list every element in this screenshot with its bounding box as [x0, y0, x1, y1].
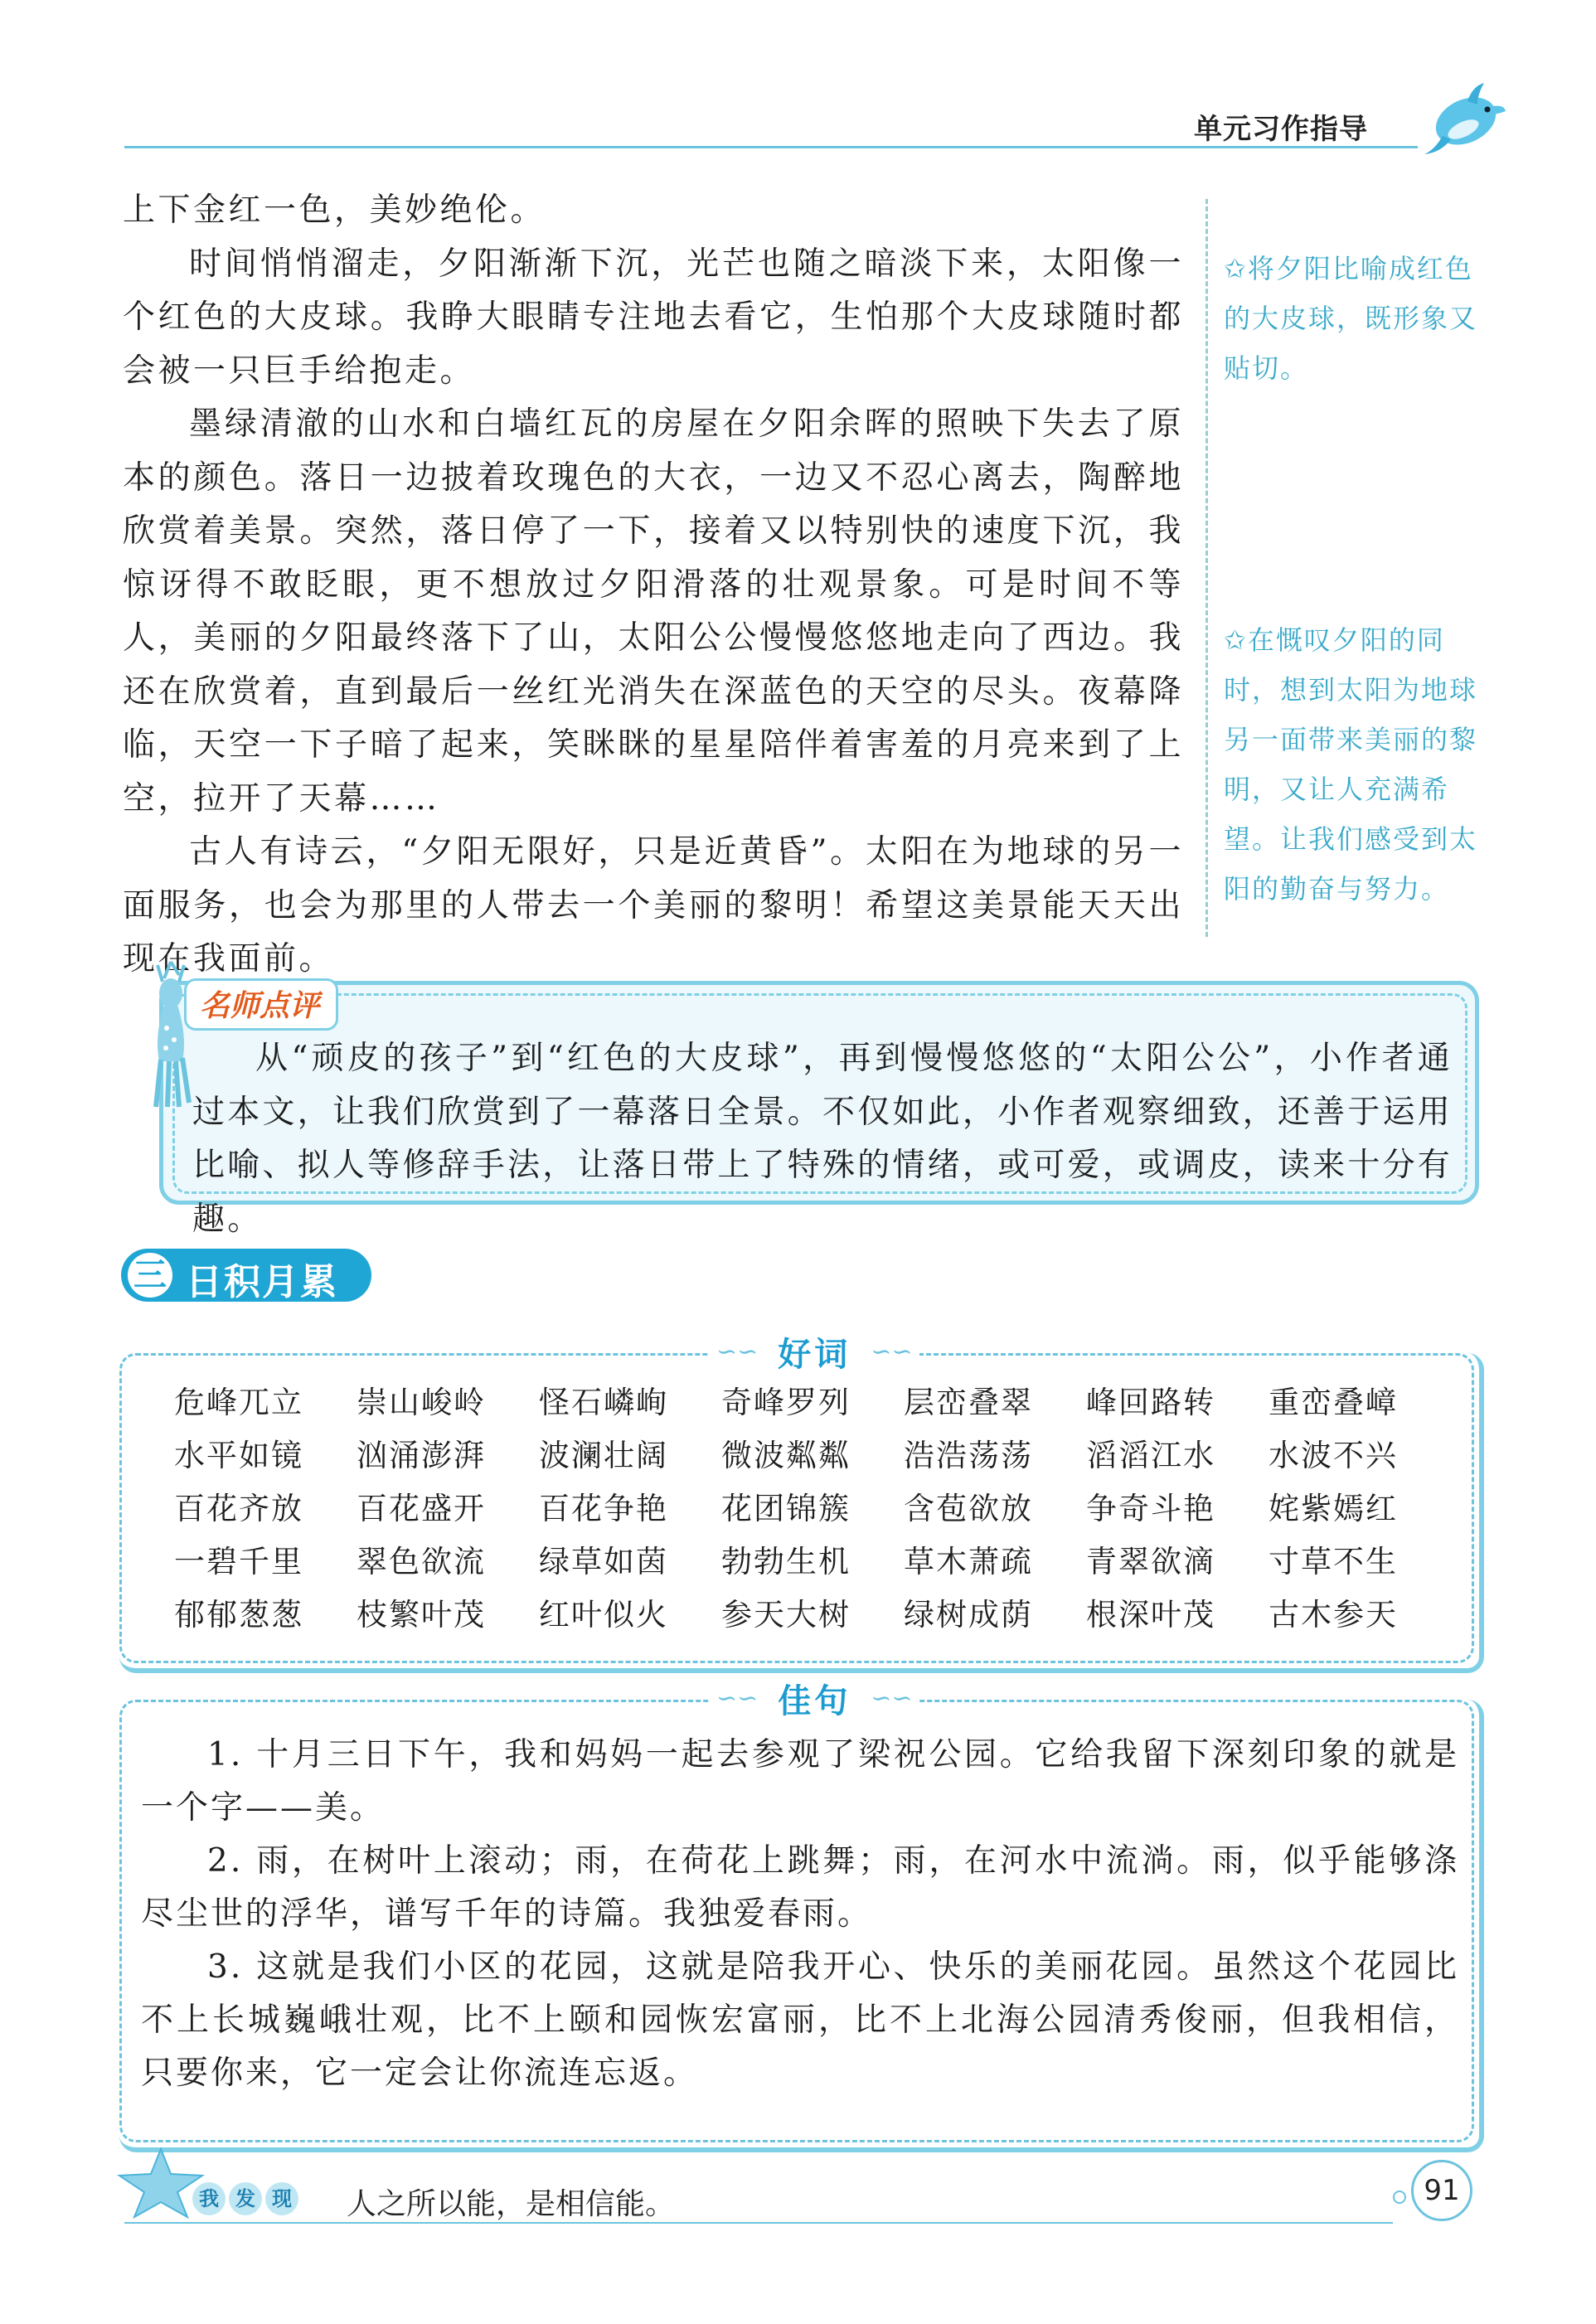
good-words-title-bar [710, 1328, 919, 1375]
word-item: 百花争艳 [539, 1491, 668, 1526]
word-item: 水波不兴 [1269, 1438, 1398, 1473]
word-item: 绿草如茵 [539, 1544, 668, 1579]
section-title: 日积月累 [186, 1261, 338, 1303]
star-icon: ✩ [1224, 253, 1248, 284]
essay-paragraph-4: 古人有诗云，“夕阳无限好，只是近黄昏”。太阳在为地球的另一面服务，也会为那里的人带去一个美丽的黎明！希望这美景能天天出现在我面前。 [123, 833, 1184, 978]
dolphin-icon [1418, 71, 1509, 163]
wave-icon: ∽∽ [716, 1337, 759, 1366]
wave-icon: ∽∽ [871, 1337, 913, 1366]
word-item: 奇峰罗列 [721, 1385, 851, 1420]
section-number: 三 [128, 1253, 172, 1298]
essay-paragraph-1: 上下金红一色，美妙绝伦。 [123, 192, 546, 229]
word-row [174, 1482, 1467, 1536]
essay-paragraph-3: 墨绿清澈的山水和白墙红瓦的房屋在夕阳余晖的照映下失去了原本的颜色。落日一边披着玫瑰色的大衣，一边又不忍心离去，陶醉地欣赏着美景。突然，落日停了一下，接着又以特别快的速度下沉，我惊讶得不敢眨眼，更不想放过夕阳滑落的壮观景象。可是时间不等人，美丽的夕阳最终落下了山，太阳公公慢慢悠悠地走向了西边。我还在欣赏着，直到最后一丝红光消失在深蓝色的天空的尽头。夜幕降临，天空一下子暗了起来，笑眯眯的星星陪伴着害羞的月亮来到了上空，拉开了天幕…… [123, 405, 1184, 818]
footer-motto: 人之所以能，是相信能。 [347, 2187, 676, 2221]
discover-char: 发 [229, 2182, 262, 2215]
word-row [174, 1376, 1467, 1429]
essay-paragraph-2: 时间悄悄溜走，夕阳渐渐下沉，光芒也随之暗淡下来，太阳像一个红色的大皮球。我睁大眼睛专注地去看它，生怕那个大皮球随时都会被一只巨手给抱走。 [123, 245, 1184, 390]
word-item: 红叶似火 [539, 1597, 668, 1633]
word-item: 翠色欲流 [357, 1544, 486, 1579]
discover-badge [192, 2182, 298, 2215]
good-words-grid [174, 1376, 1467, 1642]
word-item: 花团锦簇 [721, 1491, 851, 1526]
word-item: 怪石嶙峋 [539, 1385, 668, 1420]
word-item: 浩浩荡荡 [904, 1438, 1033, 1473]
word-item: 峰回路转 [1086, 1385, 1215, 1420]
word-item: 重峦叠嶂 [1269, 1385, 1398, 1420]
teacher-review-text [192, 1032, 1453, 1246]
header-divider [124, 146, 1418, 148]
essay-body [123, 184, 1184, 987]
word-row [174, 1429, 1467, 1482]
teacher-review-paragraph: 从“顽皮的孩子”到“红色的大皮球”，再到慢慢悠悠的“太阳公公”，小作者通过本文，让我们欣赏到了一幕落日全景。不仅如此，小作者观察细致，还善于运用比喻、拟人等修辞手法，让落日带上了特殊的情绪，或可爱，或调皮，读来十分有趣。 [192, 1040, 1453, 1238]
good-words-title: 好词 [758, 1328, 871, 1375]
good-sentences-title: 佳句 [758, 1675, 871, 1722]
side-note-1 [1224, 244, 1489, 393]
side-note-divider [1205, 199, 1208, 937]
wave-icon: ∽∽ [871, 1684, 913, 1713]
decorative-circle [1393, 2191, 1406, 2204]
word-item: 崇山峻岭 [357, 1385, 486, 1420]
side-note-text: 在慨叹夕阳的同时，想到太阳为地球另一面带来美丽的黎明，又让人充满希望。让我们感受到太阳的勤奋与努力。 [1224, 624, 1478, 905]
word-item: 汹涌澎湃 [357, 1438, 486, 1473]
word-item: 郁郁葱葱 [174, 1597, 303, 1633]
sentence-item: 3. 这就是我们小区的花园，这就是陪我开心、快乐的美丽花园。虽然这个花园比不上长城巍峨壮观，比不上颐和园恢宏富丽，比不上北海公园清秀俊丽，但我相信，只要你来，它一定会让你流连忘返。 [141, 1948, 1459, 2092]
star-icon: ✩ [1224, 624, 1248, 656]
word-item: 勃勃生机 [721, 1544, 851, 1579]
discover-char: 我 [192, 2182, 226, 2215]
side-note-text: 将夕阳比喻成红色的大皮球，既形象又贴切。 [1224, 253, 1478, 384]
word-item: 水平如镜 [174, 1438, 303, 1473]
word-item: 争奇斗艳 [1086, 1491, 1215, 1526]
word-item: 一碧千里 [174, 1544, 303, 1579]
word-item: 寸草不生 [1269, 1544, 1398, 1579]
good-sentences-list [141, 1729, 1459, 2100]
word-item: 青翠欲滴 [1086, 1544, 1215, 1579]
word-item: 根深叶茂 [1086, 1597, 1215, 1633]
word-item: 百花齐放 [174, 1491, 303, 1526]
word-item: 绿树成荫 [904, 1597, 1033, 1633]
discover-char: 现 [265, 2182, 298, 2215]
word-row [174, 1589, 1467, 1642]
word-item: 波澜壮阔 [539, 1438, 668, 1473]
word-item: 百花盛开 [357, 1491, 486, 1526]
word-item: 枝繁叶茂 [357, 1597, 486, 1633]
page-header-title: 单元习作指导 [1194, 113, 1368, 146]
word-item: 参天大树 [721, 1597, 851, 1633]
sentence-item: 1. 十月三日下午，我和妈妈一起去参观了梁祝公园。它给我留下深刻印象的就是一个字——美。 [141, 1736, 1459, 1827]
good-sentences-title-bar [710, 1675, 919, 1722]
word-item: 草木萧疏 [904, 1544, 1033, 1579]
page-number: 91 [1411, 2160, 1472, 2221]
footer-divider [124, 2222, 1393, 2224]
word-item: 危峰兀立 [174, 1385, 303, 1420]
word-item: 姹紫嫣红 [1269, 1491, 1398, 1526]
teacher-review-label: 名师点评 [184, 978, 338, 1031]
word-item: 滔滔江水 [1086, 1438, 1215, 1473]
word-item: 含苞欲放 [904, 1491, 1033, 1526]
sentence-item: 2. 雨，在树叶上滚动；雨，在荷花上跳舞；雨，在河水中流淌。雨，似乎能够涤尽尘世的浮华，谱写千年的诗篇。我独爱春雨。 [141, 1842, 1459, 1933]
word-item: 古木参天 [1269, 1597, 1398, 1633]
side-note-2 [1224, 615, 1489, 914]
word-item: 层峦叠翠 [904, 1385, 1033, 1420]
word-row [174, 1536, 1467, 1589]
word-item: 微波粼粼 [721, 1438, 851, 1473]
wave-icon: ∽∽ [716, 1684, 759, 1713]
